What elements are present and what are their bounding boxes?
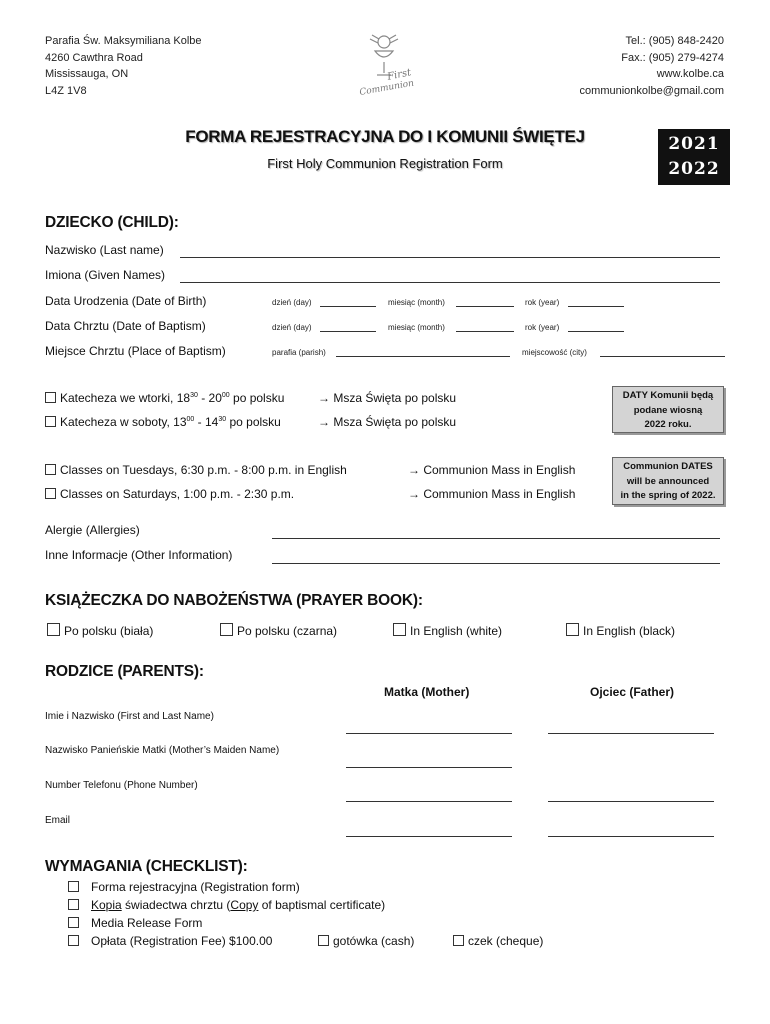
baptism-year-label: rok (year) — [525, 323, 560, 332]
checkbox-icon[interactable] — [68, 881, 79, 892]
payment-cash-option[interactable]: gotówka (cash) — [318, 934, 414, 948]
mother-maiden-field[interactable] — [346, 767, 512, 768]
checkbox-icon[interactable] — [45, 392, 56, 403]
dob-month-field[interactable] — [456, 306, 514, 307]
other-info-field[interactable] — [272, 563, 720, 564]
svg-text:Communion: Communion — [358, 78, 415, 98]
baptism-year-field[interactable] — [568, 331, 624, 332]
baptism-place-label: Miejsce Chrztu (Place of Baptism) — [45, 344, 226, 358]
father-email-field[interactable] — [548, 836, 714, 837]
payment-cheque-option[interactable]: czek (cheque) — [453, 934, 543, 948]
checkbox-icon[interactable] — [453, 935, 464, 946]
checkbox-icon[interactable] — [45, 416, 56, 427]
mother-phone-field[interactable] — [346, 801, 512, 802]
phone-label: Number Telefonu (Phone Number) — [45, 780, 198, 791]
other-info-label: Inne Informacje (Other Information) — [45, 548, 233, 562]
checklist-item-fee[interactable]: Opłata (Registration Fee) $100.00 — [68, 934, 272, 948]
parent-name-label: Imie i Nazwisko (First and Last Name) — [45, 711, 214, 722]
year-start: 2021 — [668, 134, 720, 154]
checkbox-icon[interactable] — [47, 623, 60, 636]
form-subtitle: First Holy Communion Registration Form — [267, 156, 503, 171]
city-label: miejscowość (city) — [522, 348, 587, 357]
class-option-pl-saturday[interactable]: Katecheza w soboty, $13^{00} - 14^{30}$ po polsku — [45, 415, 281, 429]
father-name-field[interactable] — [548, 733, 714, 734]
email-line: communionkolbe@gmail.com — [579, 84, 724, 97]
mother-email-field[interactable] — [346, 836, 512, 837]
prayer-book-en-black[interactable]: In English (black) — [566, 623, 675, 638]
checklist-item-registration[interactable]: Forma rejestracyjna (Registration form) — [68, 880, 300, 894]
allergies-field[interactable] — [272, 538, 720, 539]
baptism-day-field[interactable] — [320, 331, 376, 332]
form-title: FORMA REJESTRACYJNA DO I KOMUNII ŚWIĘTEJ — [185, 127, 585, 146]
checkbox-icon[interactable] — [45, 464, 56, 475]
email-label: Email — [45, 815, 71, 826]
mother-column-header: Matka (Mother) — [384, 685, 470, 699]
maiden-name-label: Nazwisko Panieńskie Matki (Mother’s Maiden Name) — [45, 745, 280, 756]
chalice-logo-icon — [348, 33, 428, 99]
dob-day-field[interactable] — [320, 306, 376, 307]
prayer-book-heading: KSIĄŻECZKA DO NABOŻEŃSTWA (PRAYER BOOK): — [45, 592, 423, 609]
last-name-field[interactable] — [180, 257, 720, 258]
checkbox-icon[interactable] — [68, 935, 79, 946]
dob-month-label: miesiąc (month) — [388, 298, 445, 307]
city-field[interactable] — [600, 356, 725, 357]
class-option-en-tuesday[interactable]: Classes on Tuesdays, 6:30 p.m. - 8:00 p.m. in English — [45, 463, 347, 477]
child-heading: DZIECKO (CHILD): — [45, 214, 179, 231]
given-names-field[interactable] — [180, 282, 720, 283]
checkbox-icon[interactable] — [220, 623, 233, 636]
parish-label: parafia (parish) — [272, 348, 326, 357]
baptism-month-label: miesiąc (month) — [388, 323, 445, 332]
address-line: Mississauga, ON — [45, 68, 129, 80]
baptism-day-label: dzień (day) — [272, 323, 312, 332]
dob-year-field[interactable] — [568, 306, 624, 307]
dates-note-en: Communion DATES will be announced in the spring of 2022. — [612, 457, 724, 505]
given-names-label: Imiona (Given Names) — [45, 268, 166, 282]
dob-year-label: rok (year) — [525, 298, 560, 307]
phone-line: Tel.: (905) 848-2420 — [625, 35, 724, 47]
father-column-header: Ojciec (Father) — [590, 685, 675, 699]
checkbox-icon[interactable] — [566, 623, 579, 636]
website-line: www.kolbe.ca — [656, 68, 724, 80]
baptism-date-label: Data Chrztu (Date of Baptism) — [45, 319, 206, 333]
address-line: 4260 Cawthra Road — [45, 51, 143, 64]
en-mass-note: → Communion Mass in English — [408, 463, 576, 477]
checkbox-icon[interactable] — [68, 899, 79, 910]
dob-label: Data Urodzenia (Date of Birth) — [45, 294, 207, 308]
parents-heading: RODZICE (PARENTS): — [45, 663, 204, 680]
class-option-en-saturday[interactable]: Classes on Saturdays, 1:00 p.m. - 2:30 p.m. — [45, 487, 294, 501]
checkbox-icon[interactable] — [318, 935, 329, 946]
last-name-label: Nazwisko (Last name) — [45, 243, 164, 257]
checklist-item-media[interactable]: Media Release Form — [68, 916, 202, 930]
parish-address — [45, 33, 202, 99]
prayer-book-en-white[interactable]: In English (white) — [393, 623, 502, 638]
pl-mass-note: → Msza Święta po polsku — [318, 391, 457, 405]
prayer-book-pl-black[interactable]: Po polsku (czarna) — [220, 623, 337, 638]
parish-contact — [580, 33, 724, 99]
dob-day-label: dzień (day) — [272, 298, 312, 307]
en-mass-note: → Communion Mass in English — [408, 487, 576, 501]
father-phone-field[interactable] — [548, 801, 714, 802]
year-badge — [658, 129, 730, 185]
dates-note-pl: DATY Komunii będą podane wiosną 2022 roku. — [612, 386, 724, 433]
checkbox-icon[interactable] — [68, 917, 79, 928]
class-option-pl-tuesday[interactable]: Katecheza we wtorki, $18^{30} - 20^{00}$ po polsku — [45, 391, 284, 405]
svg-text:First: First — [386, 67, 413, 83]
address-line: Parafia Św. Maksymiliana Kolbe — [45, 35, 202, 47]
address-line: L4Z 1V8 — [45, 84, 87, 97]
fax-line: Fax.: (905) 279-4274 — [621, 51, 724, 64]
checklist-item-baptism-copy[interactable]: Kopia świadectwa chrztu (Copy of baptismal certificate) — [68, 898, 385, 912]
parish-field[interactable] — [336, 356, 510, 357]
baptism-month-field[interactable] — [456, 331, 514, 332]
mother-name-field[interactable] — [346, 733, 512, 734]
year-end: 2022 — [668, 159, 720, 179]
checkbox-icon[interactable] — [45, 488, 56, 499]
pl-mass-note: → Msza Święta po polsku — [318, 415, 457, 429]
prayer-book-pl-white[interactable]: Po polsku (biała) — [47, 623, 153, 638]
checkbox-icon[interactable] — [393, 623, 406, 636]
checklist-heading: WYMAGANIA (CHECKLIST): — [45, 858, 248, 875]
allergies-label: Alergie (Allergies) — [45, 523, 140, 537]
